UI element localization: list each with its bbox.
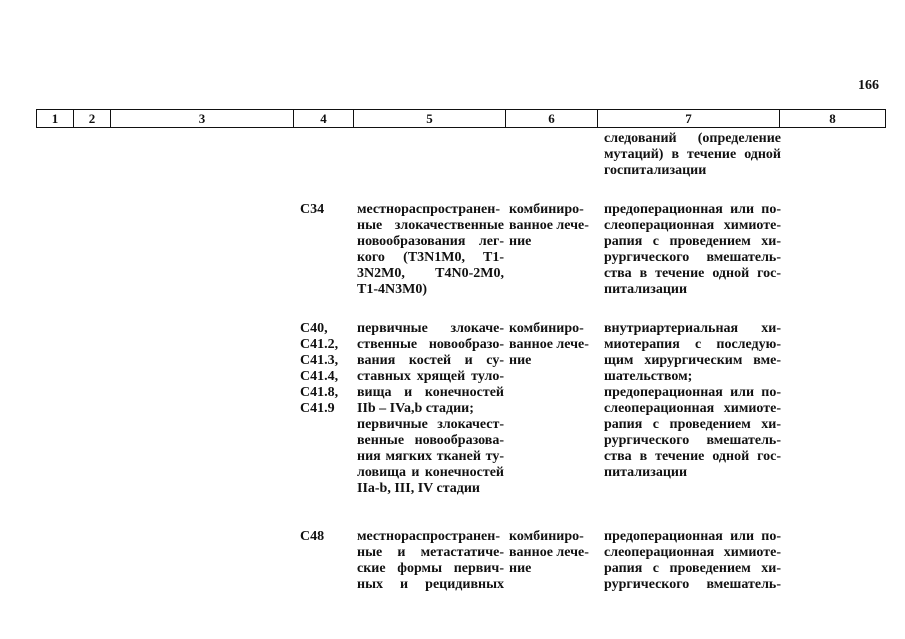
text-line: рургического вмешатель- [604, 433, 781, 448]
text-line: миотерапия с последую- [604, 337, 781, 352]
row-2-diagnosis [357, 321, 504, 497]
row-1-method [604, 202, 781, 298]
text-line: первичные злокачест- [357, 417, 504, 432]
row-2-method [604, 321, 781, 481]
text-line: ванное лече- [509, 218, 589, 233]
text-line: комбиниро- [509, 321, 584, 336]
text-line: предоперационная или по- [604, 385, 781, 400]
text-line: предоперационная или по- [604, 202, 781, 217]
row-3-codes [300, 529, 350, 545]
text-line: местнораспространен- [357, 529, 500, 544]
text-line: ванное лече- [509, 337, 589, 352]
row-3-treatment [509, 529, 600, 577]
column-number-4: 4 [294, 110, 354, 128]
text-line: рургического вмешатель- [604, 250, 781, 265]
text-line: шательством; [604, 369, 693, 384]
text-line: вания костей и су- [357, 353, 504, 368]
text-line: ловища и конечностей [357, 465, 504, 480]
text-line: щим хирургическим вме- [604, 353, 781, 368]
text-line: вища и конечностей [357, 385, 504, 400]
text-line: ные и метастатиче- [357, 545, 504, 560]
text-line: первичные злокаче- [357, 321, 504, 336]
text-line: ства в течение одной гос- [604, 449, 781, 464]
row-1-treatment [509, 202, 600, 250]
text-line: ставных хрящей туло- [357, 369, 504, 384]
text-line: предоперационная или по- [604, 529, 781, 544]
text-line: 3N2M0, T4N0-2M0, [357, 266, 504, 281]
text-line: ные злокачественные [357, 218, 504, 233]
text-line: C41.4, [300, 369, 339, 384]
text-line: следований (определение [604, 131, 781, 146]
column-number-6: 6 [506, 110, 598, 128]
column-number-7: 7 [598, 110, 780, 128]
text-line: ственные новообразо- [357, 337, 504, 352]
text-line: C41.2, [300, 337, 339, 352]
page-number: 166 [858, 78, 879, 93]
text-line: венные новообразова- [357, 433, 504, 448]
text-line: ства в течение одной гос- [604, 266, 781, 281]
text-line: C41.3, [300, 353, 339, 368]
text-line: ние [509, 234, 532, 249]
text-line: госпитализации [604, 163, 707, 178]
text-line: мутаций) в течение одной [604, 147, 781, 162]
row-2-treatment [509, 321, 600, 369]
column-number-8: 8 [780, 110, 886, 128]
text-line: IIb – IVa,b стадии; [357, 401, 474, 416]
text-line: ние [509, 561, 532, 576]
text-line: новообразования лег- [357, 234, 504, 249]
text-line: ские формы первич- [357, 561, 504, 576]
text-line: IIa-b, III, IV стадии [357, 481, 480, 496]
row-0-method [604, 131, 781, 179]
row-3-method [604, 529, 781, 593]
text-line: C34 [300, 202, 325, 217]
text-line: C48 [300, 529, 325, 544]
text-line: рапия с проведением хи- [604, 561, 781, 576]
text-line: кого (T3N1M0, T1- [357, 250, 504, 265]
text-line: ния мягких тканей ту- [357, 449, 504, 464]
text-line: комбиниро- [509, 529, 584, 544]
text-line: питализации [604, 465, 688, 480]
text-line: C41.8, [300, 385, 339, 400]
text-line: слеоперационная химиоте- [604, 218, 781, 233]
text-line: рапия с проведением хи- [604, 417, 781, 432]
column-number-3: 3 [111, 110, 294, 128]
text-line: рургического вмешатель- [604, 577, 781, 592]
column-number-1: 1 [37, 110, 74, 128]
text-line: слеоперационная химиоте- [604, 545, 781, 560]
text-line: C40, [300, 321, 328, 336]
text-line: питализации [604, 282, 688, 297]
row-1-codes [300, 202, 350, 218]
row-2-codes [300, 321, 350, 417]
text-line: комбиниро- [509, 202, 584, 217]
text-line: ванное лече- [509, 545, 589, 560]
column-number-5: 5 [354, 110, 506, 128]
text-line: ных и рецидивных [357, 577, 504, 592]
text-line: слеоперационная химиоте- [604, 401, 781, 416]
row-1-diagnosis [357, 202, 504, 298]
row-3-diagnosis [357, 529, 504, 593]
text-line: C41.9 [300, 401, 335, 416]
text-line: местнораспространен- [357, 202, 500, 217]
text-line: ние [509, 353, 532, 368]
text-line: рапия с проведением хи- [604, 234, 781, 249]
text-line: внутриартериальная хи- [604, 321, 781, 336]
column-number-2: 2 [74, 110, 111, 128]
column-number-header [36, 109, 886, 128]
text-line: T1-4N3M0) [357, 282, 427, 297]
